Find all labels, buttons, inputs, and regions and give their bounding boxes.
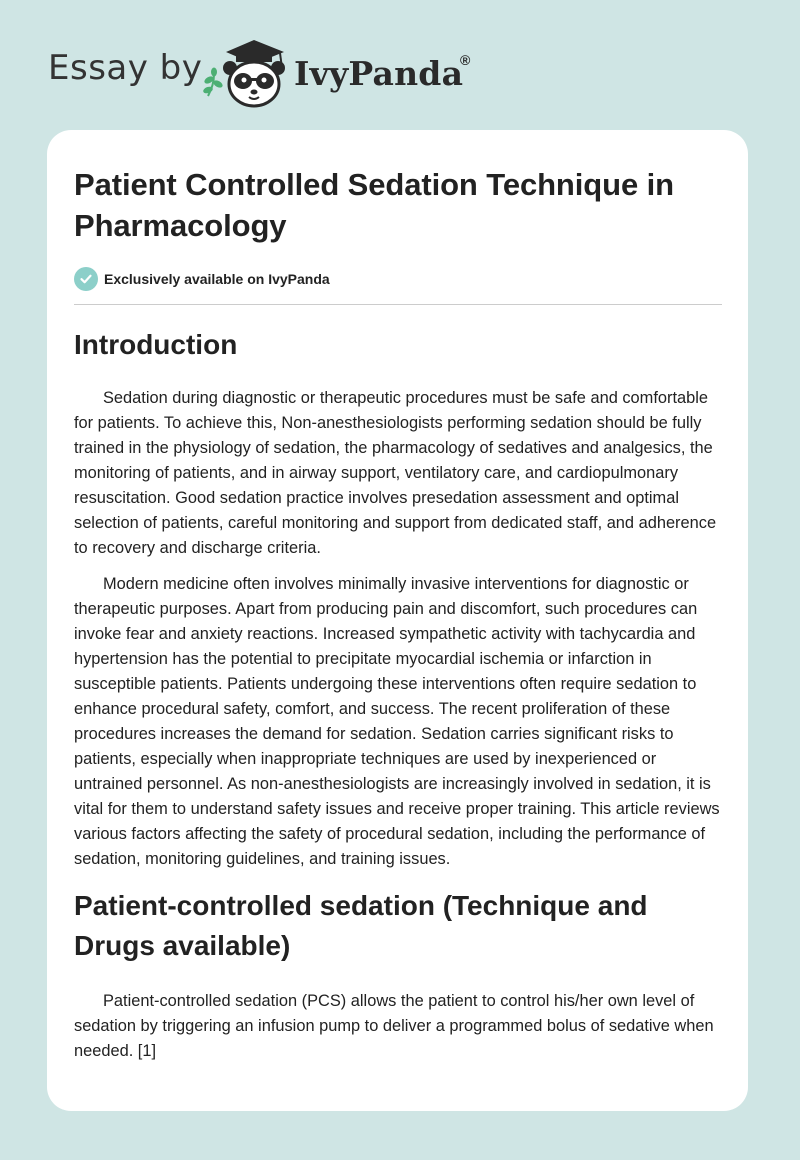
paragraph: Patient-controlled sedation (PCS) allows the patient to control his/her own level of sedation by triggering an infusion pump to deliver a programmed bolus of sedative when needed. [1]	[74, 992, 714, 1060]
article-title: Patient Controlled Sedation Technique in Pharmacology	[74, 167, 674, 243]
exclusive-badge	[74, 266, 722, 292]
section-heading-patient-controlled-sedation: Patient-controlled sedation (Technique and Drugs available)	[74, 890, 648, 961]
registered-mark: ®	[460, 52, 471, 68]
brand-header[interactable]	[48, 34, 508, 114]
article-card	[47, 130, 748, 1111]
brand-name: IvyPanda	[294, 54, 464, 93]
paragraph: Modern medicine often involves minimally invasive interventions for diagnostic or therapeutic purposes. Apart from producing pain and discomfort, such procedures can invoke fear and anxiety reactions. Increased sympathetic activity with tachycardia and hypertension has the potential to precipitate myocardial ischemia or infarction in susceptible patients. Patients undergoing these interventions often require sedation to enhance procedural safety, comfort, and success. The recent proliferation of these procedures increases the demand for sedation. Sedation carries significant risks to patients, especially when inappropriate techniques are used by inexperienced or untrained personnel. As non-anesthesiologists are increasingly involved in sedation, it is vital for them to understand safety issues and receive proper training. This article reviews various factors affecting the safety of procedural sedation, including the performance of sedation, monitoring guidelines, and training issues.	[74, 575, 720, 868]
exclusive-text: Exclusively available on IvyPanda	[104, 271, 330, 287]
title-divider	[74, 304, 722, 305]
section-heading-introduction: Introduction	[74, 329, 238, 360]
paragraph: Sedation during diagnostic or therapeutic procedures must be safe and comfortable for patients. To achieve this, Non-anesthesiologists performing sedation should be fully trained in the physiology of sedation, the pharmacology of sedatives and analgesics, the monitoring of patients, and in airway support, ventilatory care, and cardiopulmonary resuscitation. Good sedation practice involves presedation assessment and optimal selection of patients, careful monitoring and support from dedicated staff, and adherence to recovery and discharge criteria.	[74, 389, 717, 557]
brand-prefix: Essay by	[48, 48, 203, 88]
check-circle-icon	[74, 267, 98, 291]
panda-logo-icon	[200, 34, 290, 110]
